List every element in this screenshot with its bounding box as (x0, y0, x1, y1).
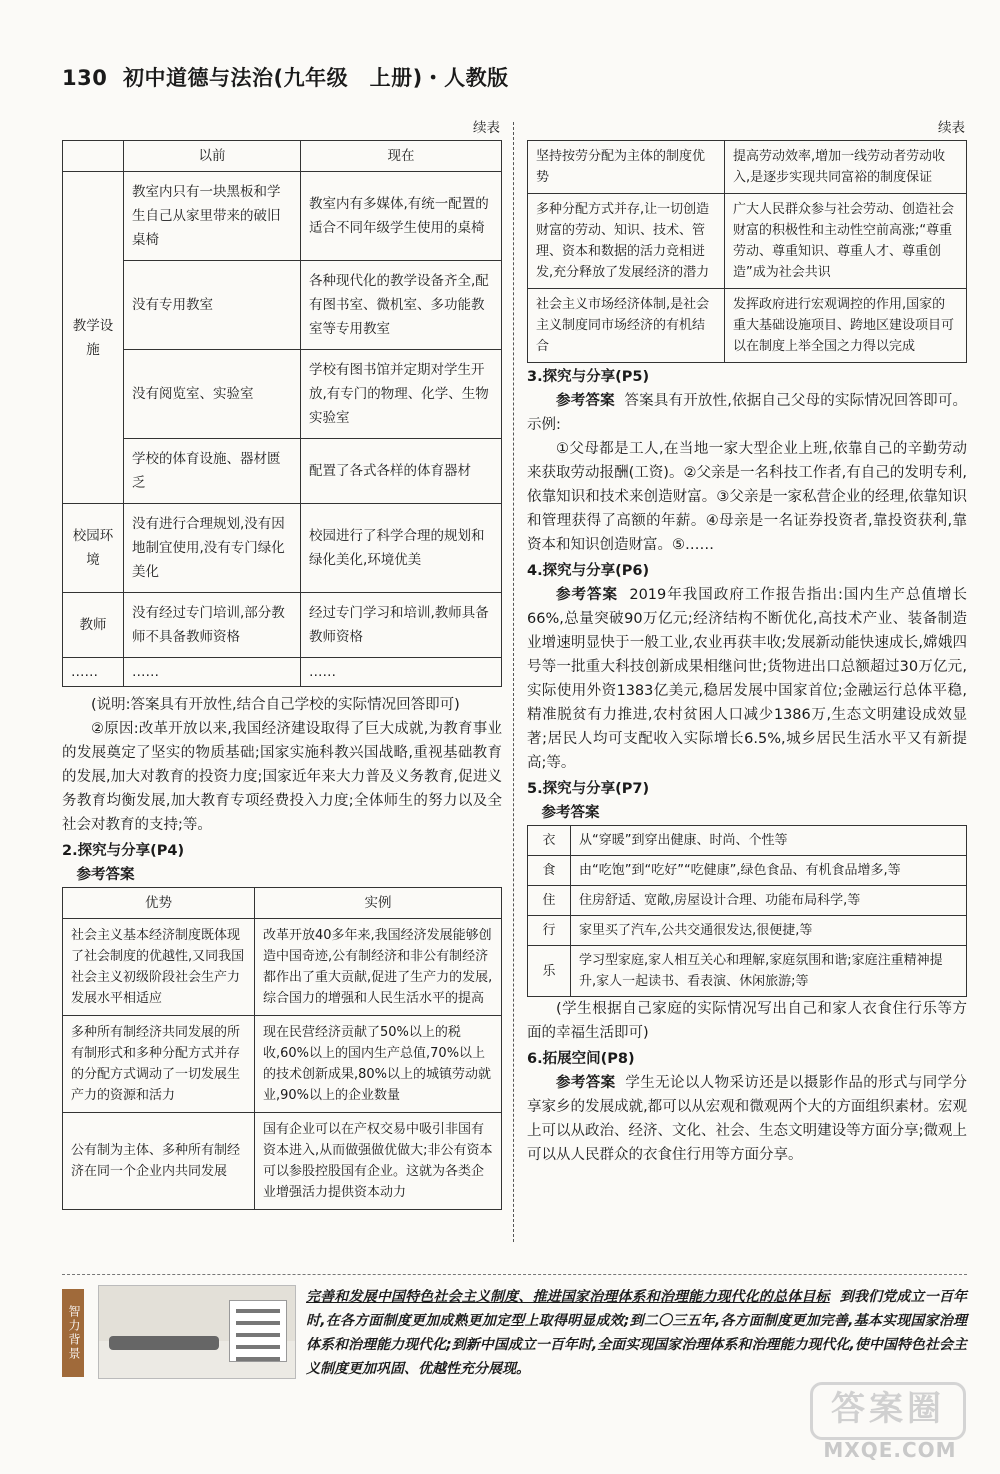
advantage-cell: 公有制为主体、多种所有制经济在同一个企业内共同发展 (63, 1113, 255, 1210)
example-cell: 提高劳动效率,增加一线劳动者劳动收入,是逐步实现共同富裕的制度保证 (725, 141, 967, 194)
life-desc-cell: 学习型家庭,家人相互关心和理解,家庭氛围和谐;家庭注重精神提升,家人一起读书、看表演、休闲旅游;等 (571, 946, 967, 997)
section-6-title: 6.拓展空间(P8) (527, 1051, 635, 1067)
table-row (528, 141, 967, 194)
life-item-cell: 衣 (528, 826, 571, 856)
life-desc-cell: 住房舒适、宽敞,房屋设计合理、功能布局科学,等 (571, 886, 967, 916)
table-header-cell: 优势 (63, 888, 255, 919)
table-row (63, 439, 502, 504)
life-table (527, 825, 967, 997)
section-4-answer (527, 583, 967, 775)
section-3-title: 3.探究与分享(P5) (527, 369, 650, 385)
table-row (63, 658, 502, 687)
section-2-title: 2.探究与分享(P4) (62, 843, 185, 859)
before-cell: 没有阅览室、实验室 (124, 350, 301, 439)
table-header-row (63, 141, 502, 172)
advantage-table-continued (527, 140, 967, 363)
footer-title: 完善和发展中国特色社会主义制度、推进国家治理体系和治理能力现代化的总体目标 (306, 1289, 830, 1305)
table-header-cell: 实例 (255, 888, 502, 919)
category-cell: …… (63, 658, 124, 687)
now-cell: 各种现代化的教学设备齐全,配有图书室、微机室、多功能教室等专用教室 (301, 261, 502, 350)
section-3-answer-label: 参考答案 (556, 393, 615, 409)
table-row (63, 261, 502, 350)
life-item-cell: 住 (528, 886, 571, 916)
table-row (528, 946, 967, 997)
table-row (528, 289, 967, 363)
illustration-image (98, 1285, 296, 1379)
facilities-table (62, 140, 502, 687)
now-cell: 教室内有多媒体,有统一配置的适合不同年级学生使用的桌椅 (301, 172, 502, 261)
now-cell: …… (301, 658, 502, 687)
advantage-cell: 多种分配方式并存,让一切创造财富的劳动、知识、技术、管理、资本和数据的活力竞相迸发,充分释放了发展经济的潜力 (528, 194, 725, 289)
advantage-table (62, 887, 502, 1210)
example-cell: 现在民营经济贡献了50%以上的税收,60%以上的国内生产总值,70%以上的技术创新成果,80%以上的城镇劳动就业,90%以上的企业数量 (255, 1016, 502, 1113)
table-row (63, 919, 502, 1016)
category-cell: 教学设施 (63, 172, 124, 504)
before-cell: 没有专用教室 (124, 261, 301, 350)
illustration-panel (229, 1300, 287, 1362)
table-row (63, 1113, 502, 1210)
section-6-answer (527, 1071, 967, 1167)
table-header-cell: 以前 (124, 141, 301, 172)
reason-paragraph: ②原因:改革开放以来,我国经济建设取得了巨大成就,为教育事业的发展奠定了坚实的物质基础;国家实施科教兴国战略,重视基础教育的发展,加大对教育的投资力度;国家近年来大力普及义务教育,促进义务教育均衡发展,加大教育专项经费投入力度;全体师生的努力以及全社会对教育的支持;等。 (62, 721, 502, 833)
watermark-logo: 答案圈 (810, 1382, 966, 1440)
column-divider (513, 122, 514, 1242)
table-row (63, 350, 502, 439)
section-3-answer-text: 答案具有开放性,依据自己父母的实际情况回答即可。示例: (527, 393, 968, 433)
page-number: 130 (62, 66, 108, 90)
advantage-cell: 坚持按劳分配为主体的制度优势 (528, 141, 725, 194)
example-cell: 发挥政府进行宏观调控的作用,国家的重大基础设施项目、跨地区建设项目可以在制度上举全国之力得以完成 (725, 289, 967, 363)
table-row (528, 826, 967, 856)
table-row (63, 593, 502, 658)
before-cell: …… (124, 658, 301, 687)
example-cell: 国有企业可以在产权交易中吸引非国有资本进入,从而做强做优做大;非公有资本可以参股控股国有企业。这就为各类企业增强活力提供资本动力 (255, 1113, 502, 1210)
before-cell: 没有进行合理规划,没有因地制宜使用,没有专门绿化美化 (124, 504, 301, 593)
continued-label: 续表 (473, 120, 500, 136)
life-item-cell: 食 (528, 856, 571, 886)
now-cell: 配置了各式各样的体育器材 (301, 439, 502, 504)
advantage-cell: 社会主义市场经济体制,是社会主义制度同市场经济的有机结合 (528, 289, 725, 363)
section-5-answer-label: 参考答案 (541, 805, 600, 821)
right-column (527, 116, 967, 1167)
footer-text (306, 1285, 967, 1381)
table-row (63, 504, 502, 593)
section-3-examples: ①父母都是工人,在当地一家大型企业上班,依靠自己的辛勤劳动来获取劳动报酬(工资)。②父亲是一名科技工作者,有自己的发明专利,依靠知识和技术来创造财富。③父亲是一家私营企业的经理,依靠知识和管理获得了高额的年薪。④母亲是一名证券投资者,靠投资获利,靠资本和知识创造财富。⑤…… (527, 441, 967, 553)
table-row (528, 886, 967, 916)
table-row (63, 172, 502, 261)
section-2-answer-label: 参考答案 (76, 867, 135, 883)
example-cell: 改革开放40多年来,我国经济发展能够创造中国奇迹,公有制经济和非公有制经济都作出了重大贡献,促进了生产力的发展,综合国力的增强和人民生活水平的提高 (255, 919, 502, 1016)
now-cell: 经过专门学习和培训,教师具备教师资格 (301, 593, 502, 658)
watermark (800, 1382, 980, 1462)
table-row (528, 194, 967, 289)
life-desc-cell: 从“穿暖”到穿出健康、时尚、个性等 (571, 826, 967, 856)
table-row (528, 856, 967, 886)
section-4-answer-label: 参考答案 (556, 587, 619, 603)
page-header (62, 62, 509, 92)
life-desc-cell: 由“吃饱”到“吃好”“吃健康”,绿色食品、有机食品增多,等 (571, 856, 967, 886)
advantage-cell: 社会主义基本经济制度既体现了社会制度的优越性,又同我国社会主义初级阶段社会生产力发展水平相适应 (63, 919, 255, 1016)
life-item-cell: 乐 (528, 946, 571, 997)
life-item-cell: 行 (528, 916, 571, 946)
example-cell: 广大人民群众参与社会劳动、创造社会财富的积极性和主动性空前高涨;“尊重劳动、尊重知识、尊重人才、尊重创造”成为社会共识 (725, 194, 967, 289)
left-column (62, 116, 502, 1210)
footer-tab-label: 智力背景 (62, 1289, 84, 1377)
now-cell: 校园进行了科学合理的规划和绿化美化,环境优美 (301, 504, 502, 593)
table-header-row (63, 888, 502, 919)
section-6-answer-text: 学生无论以人物采访还是以摄影作品的形式与同学分享家乡的发展成就,都可以从宏观和微观两个大的方面组织素材。宏观上可以从政治、经济、文化、社会、生态文明建设等方面分享;微观上可以从人民群众的衣食住行用等方面分享。 (527, 1075, 967, 1163)
continued-label: 续表 (938, 120, 965, 136)
before-cell: 教室内只有一块黑板和学生自己从家里带来的破旧桌椅 (124, 172, 301, 261)
illustration-cityscape (109, 1336, 219, 1350)
section-5-title: 5.探究与分享(P7) (527, 781, 650, 797)
table-header-cell: 现在 (301, 141, 502, 172)
background-knowledge-box (62, 1274, 967, 1387)
now-cell: 学校有图书馆并定期对学生开放,有专门的物理、化学、生物实验室 (301, 350, 502, 439)
section-4-title: 4.探究与分享(P6) (527, 563, 650, 579)
footer-body: 到我们党成立一百年时,在各方面制度更加成熟更加定型上取得明显成效;到二〇三五年,各方面制度更加完善,基本实现国家治理体系和治理能力现代化;到新中国成立一百年时,全面实现国家治理体系和治理能力现代化,使中国特色社会主义制度更加巩固、优越性充分展现。 (306, 1289, 968, 1377)
table-header-cell (63, 141, 124, 172)
life-desc-cell: 家里买了汽车,公共交通很发达,很便捷,等 (571, 916, 967, 946)
category-cell: 教师 (63, 593, 124, 658)
book-title: 初中道德与法治(九年级 上册)・人教版 (122, 66, 509, 90)
before-cell: 没有经过专门培训,部分教师不具备教师资格 (124, 593, 301, 658)
section-5-note: (学生根据自己家庭的实际情况写出自己和家人衣食住行乐等方面的幸福生活即可) (527, 1001, 967, 1041)
category-cell: 校园环境 (63, 504, 124, 593)
advantage-cell: 多种所有制经济共同发展的所有制形式和多种分配方式并存的分配方式调动了一切发展生产力的资源和活力 (63, 1016, 255, 1113)
before-cell: 学校的体育设施、器材匮乏 (124, 439, 301, 504)
table-row (63, 1016, 502, 1113)
table-row (528, 916, 967, 946)
table-note: (说明:答案具有开放性,结合自己学校的实际情况回答即可) (91, 697, 460, 713)
section-3-answer (527, 389, 967, 437)
section-6-answer-label: 参考答案 (556, 1075, 616, 1091)
watermark-url: MXQE.COM (823, 1438, 957, 1462)
section-4-answer-text: 2019年我国政府工作报告指出:国内生产总值增长66%,总量突破90万亿元;经济结构不断优化,高技术产业、装备制造业增速明显快于一般工业,农业再获丰收;发展新动能快速成长,嫦娥四号等一批重大科技创新成果相继问世;货物进出口总额超过30万亿元,实际使用外资1383亿美元,稳居发展中国家首位;金融运行总体平稳,精准脱贫有力推进,农村贫困人口减少1386万,生态文明建设成效显著;居民人均可支配收入实际增长6.5%,城乡居民生活水平又有新提高;等。 (527, 587, 968, 771)
